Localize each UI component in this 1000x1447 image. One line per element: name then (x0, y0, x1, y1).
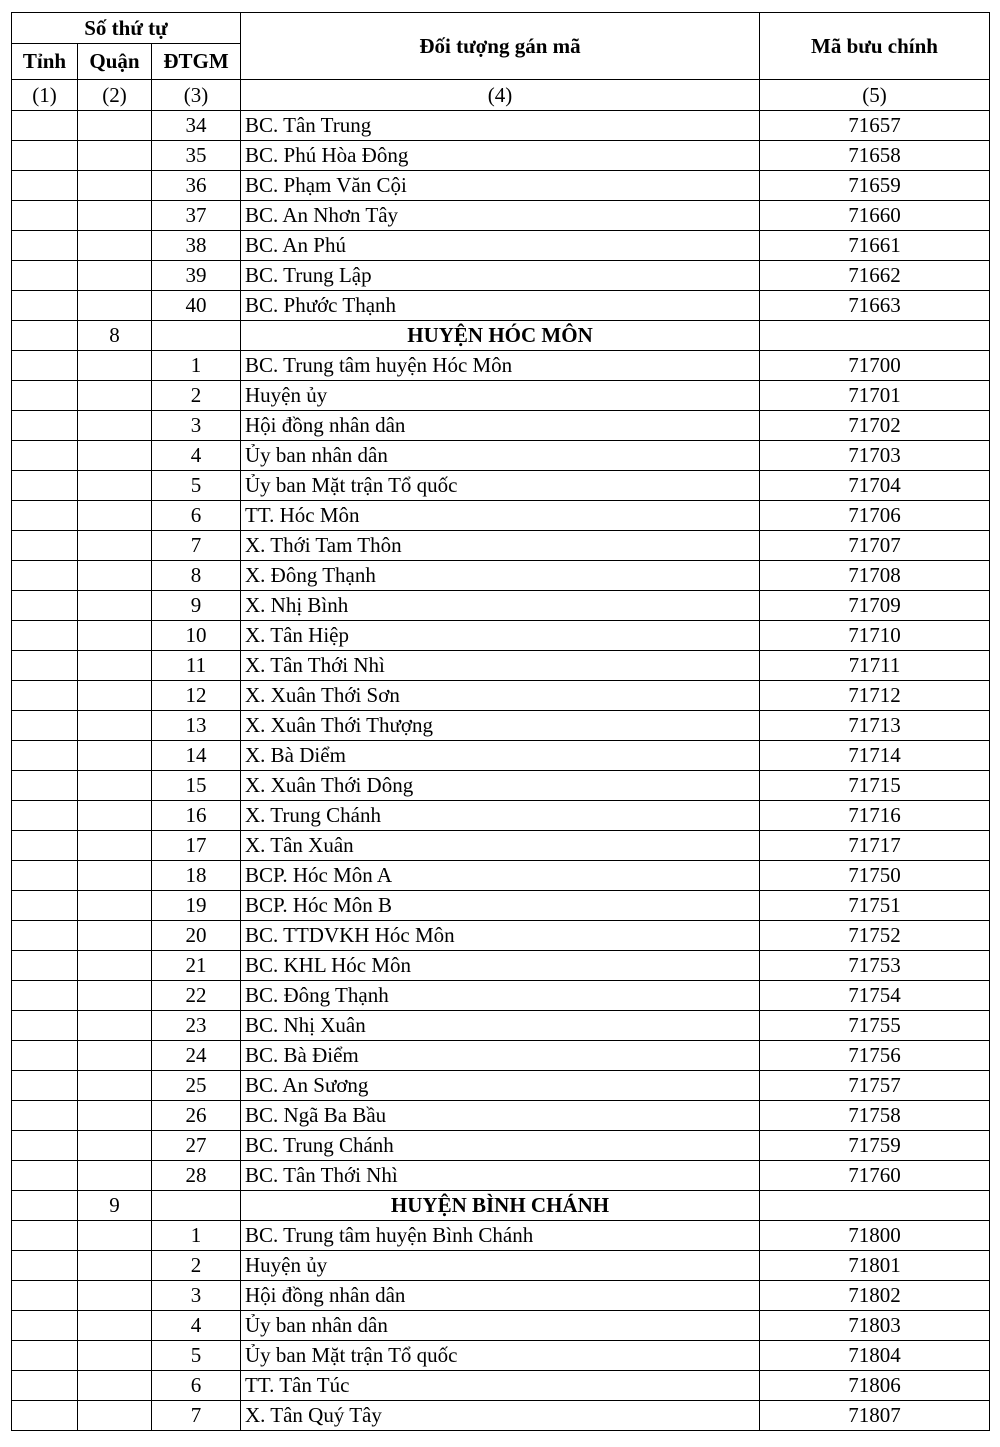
unit-number: 24 (152, 1041, 241, 1071)
object-name: Ủy ban Mặt trận Tổ quốc (241, 471, 760, 501)
postcode-value: 71662 (760, 261, 990, 291)
district-cell (78, 1161, 152, 1191)
district-cell (78, 621, 152, 651)
unit-column-header: ĐTGM (152, 44, 241, 80)
table-row (12, 771, 990, 801)
unit-number: 4 (152, 1311, 241, 1341)
postcode-value: 71661 (760, 231, 990, 261)
unit-number: 22 (152, 981, 241, 1011)
province-cell (12, 1131, 78, 1161)
province-cell (12, 1161, 78, 1191)
district-cell (78, 741, 152, 771)
postcode-value: 71756 (760, 1041, 990, 1071)
district-cell (78, 681, 152, 711)
table-row (12, 441, 990, 471)
unit-number: 23 (152, 1011, 241, 1041)
object-name: X. Xuân Thới Thượng (241, 711, 760, 741)
postcode-value: 71660 (760, 201, 990, 231)
postcode-value: 71711 (760, 651, 990, 681)
unit-number: 7 (152, 1401, 241, 1431)
province-cell (12, 351, 78, 381)
province-cell (12, 681, 78, 711)
unit-number: 25 (152, 1071, 241, 1101)
province-cell (12, 771, 78, 801)
unit-number: 1 (152, 351, 241, 381)
province-cell (12, 621, 78, 651)
unit-number: 6 (152, 1371, 241, 1401)
postcode-value: 71757 (760, 1071, 990, 1101)
unit-number: 8 (152, 561, 241, 591)
postcode-value: 71712 (760, 681, 990, 711)
postcode-value: 71804 (760, 1341, 990, 1371)
order-group-header: Số thứ tự (12, 13, 241, 44)
unit-number: 5 (152, 1341, 241, 1371)
province-column-header: Tỉnh (12, 44, 78, 80)
object-name: BC. An Nhơn Tây (241, 201, 760, 231)
district-cell (78, 771, 152, 801)
table-row (12, 1401, 990, 1431)
province-cell (12, 1041, 78, 1071)
unit-number: 35 (152, 141, 241, 171)
district-cell (78, 921, 152, 951)
postcode-value: 71801 (760, 1251, 990, 1281)
district-cell (78, 141, 152, 171)
table-row (12, 1041, 990, 1071)
unit-number: 20 (152, 921, 241, 951)
province-cell (12, 1071, 78, 1101)
province-cell (12, 381, 78, 411)
postcode-value: 71700 (760, 351, 990, 381)
province-cell (12, 561, 78, 591)
district-cell (78, 951, 152, 981)
object-column-header: Đối tượng gán mã (241, 13, 760, 80)
object-name: Ủy ban nhân dân (241, 441, 760, 471)
unit-number: 3 (152, 1281, 241, 1311)
postcode-value: 71663 (760, 291, 990, 321)
unit-number: 21 (152, 951, 241, 981)
province-cell (12, 1101, 78, 1131)
province-cell (12, 831, 78, 861)
district-cell (78, 891, 152, 921)
unit-number: 5 (152, 471, 241, 501)
province-cell (12, 441, 78, 471)
object-name: BC. Nhị Xuân (241, 1011, 760, 1041)
table-row (12, 1371, 990, 1401)
object-name: BC. Trung Lập (241, 261, 760, 291)
table-row (12, 951, 990, 981)
province-cell (12, 531, 78, 561)
table-row (12, 591, 990, 621)
district-cell (78, 411, 152, 441)
postcode-value: 71802 (760, 1281, 990, 1311)
province-cell (12, 321, 78, 351)
postcode-value: 71750 (760, 861, 990, 891)
object-name: Ủy ban Mặt trận Tổ quốc (241, 1341, 760, 1371)
district-number: 8 (78, 321, 152, 351)
unit-number: 15 (152, 771, 241, 801)
district-title: HUYỆN BÌNH CHÁNH (241, 1191, 760, 1221)
object-name: BC. Bà Điểm (241, 1041, 760, 1071)
province-cell (12, 411, 78, 441)
object-name: BC. Trung Chánh (241, 1131, 760, 1161)
object-name: X. Trung Chánh (241, 801, 760, 831)
province-cell (12, 1011, 78, 1041)
postcode-value: 71806 (760, 1371, 990, 1401)
province-cell (12, 1401, 78, 1431)
province-cell (12, 201, 78, 231)
postcode-value: 71703 (760, 441, 990, 471)
unit-number: 38 (152, 231, 241, 261)
province-cell (12, 1281, 78, 1311)
postcode-value: 71701 (760, 381, 990, 411)
unit-number: 28 (152, 1161, 241, 1191)
table-row (12, 501, 990, 531)
object-name: BCP. Hóc Môn A (241, 861, 760, 891)
table-row (12, 1011, 990, 1041)
object-name: BC. Phước Thạnh (241, 291, 760, 321)
unit-number: 26 (152, 1101, 241, 1131)
unit-number: 34 (152, 111, 241, 141)
table-body (12, 111, 990, 1431)
province-cell (12, 141, 78, 171)
unit-number: 4 (152, 441, 241, 471)
province-cell (12, 981, 78, 1011)
unit-number: 1 (152, 1221, 241, 1251)
district-cell (78, 1371, 152, 1401)
object-name: X. Tân Thới Nhì (241, 651, 760, 681)
postcode-cell (760, 1191, 990, 1221)
district-cell (78, 201, 152, 231)
table-row (12, 891, 990, 921)
unit-number: 16 (152, 801, 241, 831)
unit-number: 19 (152, 891, 241, 921)
district-cell (78, 1341, 152, 1371)
district-cell (78, 861, 152, 891)
object-name: X. Tân Xuân (241, 831, 760, 861)
province-cell (12, 1311, 78, 1341)
unit-cell (152, 321, 241, 351)
postcode-value: 71659 (760, 171, 990, 201)
column-number: (5) (760, 80, 990, 111)
unit-number: 17 (152, 831, 241, 861)
unit-number: 13 (152, 711, 241, 741)
object-name: BC. An Sương (241, 1071, 760, 1101)
province-cell (12, 801, 78, 831)
postcode-value: 71758 (760, 1101, 990, 1131)
unit-number: 3 (152, 411, 241, 441)
province-cell (12, 651, 78, 681)
postcode-value: 71707 (760, 531, 990, 561)
object-name: BC. Tân Thới Nhì (241, 1161, 760, 1191)
province-cell (12, 1251, 78, 1281)
postcode-value: 71706 (760, 501, 990, 531)
district-column-header: Quận (78, 44, 152, 80)
district-cell (78, 1311, 152, 1341)
object-name: BC. An Phú (241, 231, 760, 261)
object-name: TT. Hóc Môn (241, 501, 760, 531)
district-cell (78, 1251, 152, 1281)
object-name: X. Tân Hiệp (241, 621, 760, 651)
district-cell (78, 501, 152, 531)
postcode-value: 71753 (760, 951, 990, 981)
unit-number: 9 (152, 591, 241, 621)
unit-number: 6 (152, 501, 241, 531)
postcode-value: 71714 (760, 741, 990, 771)
table-row (12, 111, 990, 141)
table-row (12, 1131, 990, 1161)
province-cell (12, 171, 78, 201)
province-cell (12, 261, 78, 291)
postcode-value: 71702 (760, 411, 990, 441)
district-cell (78, 1071, 152, 1101)
table-row (12, 981, 990, 1011)
district-cell (78, 261, 152, 291)
object-name: Hội đồng nhân dân (241, 411, 760, 441)
postcode-value: 71713 (760, 711, 990, 741)
unit-number: 37 (152, 201, 241, 231)
district-cell (78, 981, 152, 1011)
province-cell (12, 501, 78, 531)
table-row (12, 921, 990, 951)
district-title: HUYỆN HÓC MÔN (241, 321, 760, 351)
province-cell (12, 231, 78, 261)
unit-number: 11 (152, 651, 241, 681)
unit-number: 40 (152, 291, 241, 321)
district-cell (78, 291, 152, 321)
object-name: Ủy ban nhân dân (241, 1311, 760, 1341)
district-cell (78, 531, 152, 561)
district-cell (78, 1221, 152, 1251)
postcode-value: 71709 (760, 591, 990, 621)
district-cell (78, 831, 152, 861)
column-number: (1) (12, 80, 78, 111)
postcode-value: 71710 (760, 621, 990, 651)
object-name: BC. TTDVKH Hóc Môn (241, 921, 760, 951)
table-row (12, 381, 990, 411)
object-name: BC. KHL Hóc Môn (241, 951, 760, 981)
table-row (12, 681, 990, 711)
table-row (12, 1161, 990, 1191)
district-cell (78, 801, 152, 831)
postcode-value: 71717 (760, 831, 990, 861)
table-row (12, 1341, 990, 1371)
district-number: 9 (78, 1191, 152, 1221)
table-row (12, 741, 990, 771)
district-cell (78, 591, 152, 621)
table-row (12, 531, 990, 561)
province-cell (12, 291, 78, 321)
column-number: (3) (152, 80, 241, 111)
district-cell (78, 231, 152, 261)
unit-number: 27 (152, 1131, 241, 1161)
district-cell (78, 1101, 152, 1131)
province-cell (12, 111, 78, 141)
district-cell (78, 651, 152, 681)
column-number: (2) (78, 80, 152, 111)
postcode-column-header: Mã bưu chính (760, 13, 990, 80)
table-row (12, 1221, 990, 1251)
object-name: Hội đồng nhân dân (241, 1281, 760, 1311)
postcode-value: 71760 (760, 1161, 990, 1191)
unit-number: 36 (152, 171, 241, 201)
province-cell (12, 1341, 78, 1371)
table-row (12, 831, 990, 861)
postcode-value: 71755 (760, 1011, 990, 1041)
province-cell (12, 591, 78, 621)
table-row (12, 231, 990, 261)
postcode-value: 71657 (760, 111, 990, 141)
postcode-value: 71754 (760, 981, 990, 1011)
province-cell (12, 471, 78, 501)
object-name: X. Thới Tam Thôn (241, 531, 760, 561)
table-row (12, 411, 990, 441)
province-cell (12, 951, 78, 981)
district-cell (78, 381, 152, 411)
province-cell (12, 861, 78, 891)
unit-number: 2 (152, 381, 241, 411)
column-number: (4) (241, 80, 760, 111)
unit-number: 2 (152, 1251, 241, 1281)
column-number-row (12, 80, 990, 111)
table-row (12, 291, 990, 321)
province-cell (12, 1221, 78, 1251)
object-name: Huyện ủy (241, 381, 760, 411)
table-row (12, 861, 990, 891)
table-row (12, 261, 990, 291)
postcode-value: 71800 (760, 1221, 990, 1251)
table-row (12, 351, 990, 381)
object-name: X. Nhị Bình (241, 591, 760, 621)
object-name: BC. Phạm Văn Cội (241, 171, 760, 201)
table-row (12, 1071, 990, 1101)
postcode-value: 71658 (760, 141, 990, 171)
district-cell (78, 561, 152, 591)
province-cell (12, 921, 78, 951)
district-cell (78, 471, 152, 501)
district-cell (78, 1131, 152, 1161)
object-name: Huyện ủy (241, 1251, 760, 1281)
province-cell (12, 891, 78, 921)
object-name: X. Xuân Thới Sơn (241, 681, 760, 711)
postcode-value: 71807 (760, 1401, 990, 1431)
unit-number: 7 (152, 531, 241, 561)
object-name: X. Tân Quý Tây (241, 1401, 760, 1431)
postcode-value: 71704 (760, 471, 990, 501)
province-cell (12, 1191, 78, 1221)
table-row (12, 621, 990, 651)
object-name: BC. Trung tâm huyện Bình Chánh (241, 1221, 760, 1251)
object-name: BC. Trung tâm huyện Hóc Môn (241, 351, 760, 381)
object-name: X. Xuân Thới Dông (241, 771, 760, 801)
table-row (12, 1311, 990, 1341)
district-cell (78, 1401, 152, 1431)
postcode-value: 71803 (760, 1311, 990, 1341)
table-row (12, 171, 990, 201)
table-row (12, 1281, 990, 1311)
table-row (12, 201, 990, 231)
unit-number: 12 (152, 681, 241, 711)
table-row (12, 561, 990, 591)
table-row (12, 141, 990, 171)
district-cell (78, 111, 152, 141)
unit-number: 10 (152, 621, 241, 651)
object-name: BC. Đông Thạnh (241, 981, 760, 1011)
district-row (12, 1191, 990, 1221)
object-name: BC. Phú Hòa Đông (241, 141, 760, 171)
table-row (12, 801, 990, 831)
object-name: TT. Tân Túc (241, 1371, 760, 1401)
object-name: X. Đông Thạnh (241, 561, 760, 591)
object-name: BCP. Hóc Môn B (241, 891, 760, 921)
district-cell (78, 441, 152, 471)
table-row (12, 651, 990, 681)
table-row (12, 471, 990, 501)
postcode-value: 71752 (760, 921, 990, 951)
table-row (12, 1251, 990, 1281)
table-row (12, 1101, 990, 1131)
table-row (12, 711, 990, 741)
unit-cell (152, 1191, 241, 1221)
postcode-value: 71716 (760, 801, 990, 831)
table-header (12, 13, 990, 111)
district-cell (78, 1041, 152, 1071)
province-cell (12, 711, 78, 741)
postcode-cell (760, 321, 990, 351)
unit-number: 14 (152, 741, 241, 771)
postcode-value: 71751 (760, 891, 990, 921)
province-cell (12, 1371, 78, 1401)
unit-number: 39 (152, 261, 241, 291)
postcode-value: 71759 (760, 1131, 990, 1161)
district-cell (78, 351, 152, 381)
object-name: BC. Tân Trung (241, 111, 760, 141)
province-cell (12, 741, 78, 771)
district-cell (78, 711, 152, 741)
district-cell (78, 1011, 152, 1041)
district-cell (78, 171, 152, 201)
postcode-value: 71715 (760, 771, 990, 801)
object-name: X. Bà Diểm (241, 741, 760, 771)
postcode-value: 71708 (760, 561, 990, 591)
district-cell (78, 1281, 152, 1311)
object-name: BC. Ngã Ba Bầu (241, 1101, 760, 1131)
postcode-table (11, 12, 990, 1431)
unit-number: 18 (152, 861, 241, 891)
district-row (12, 321, 990, 351)
